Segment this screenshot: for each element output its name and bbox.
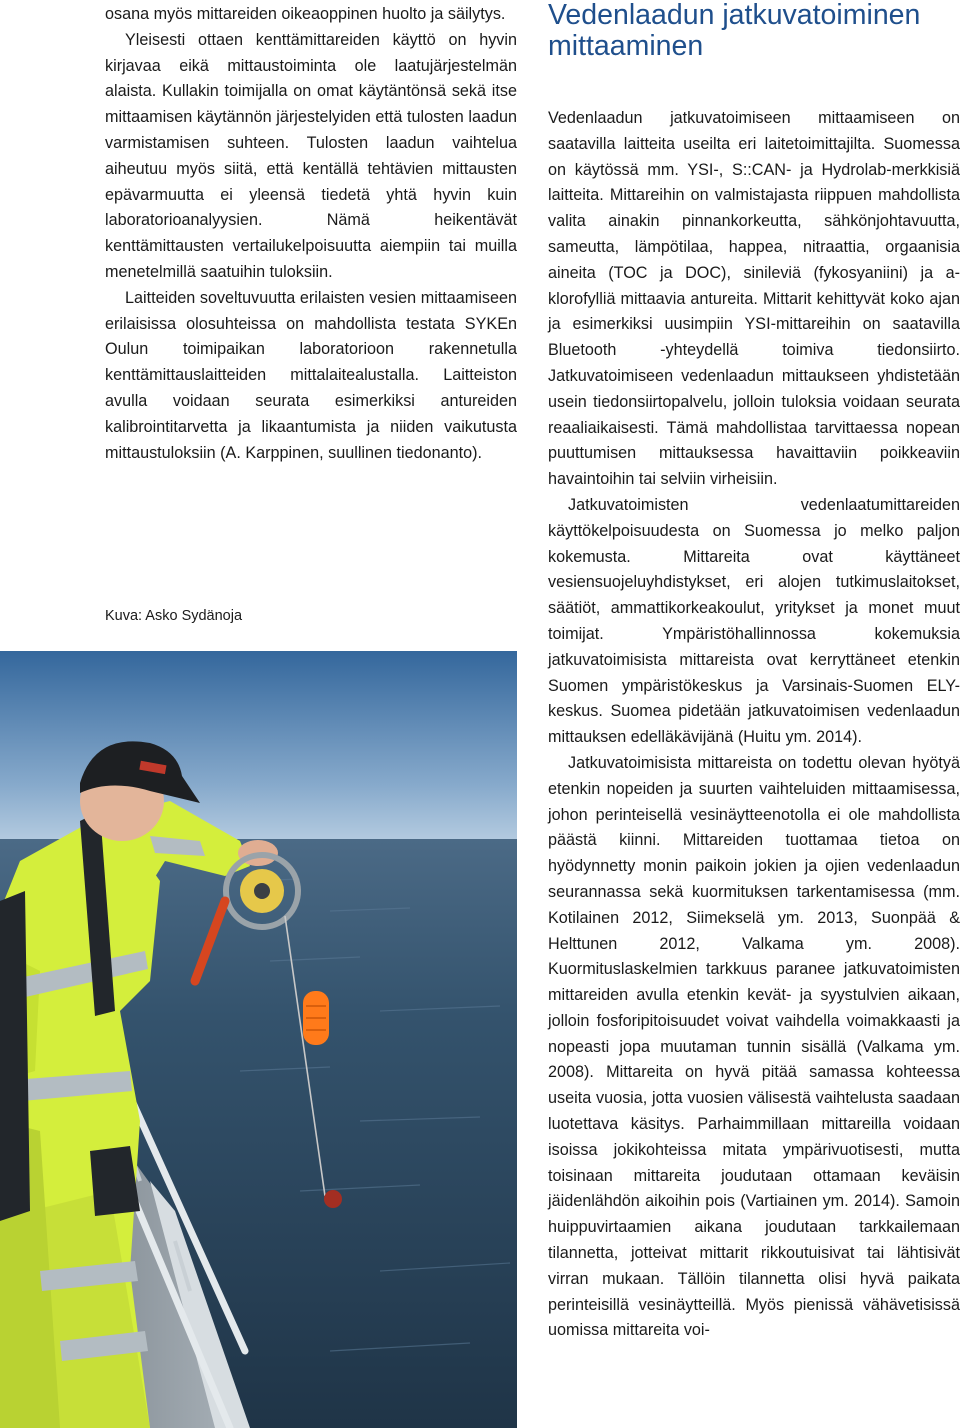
paragraph: Vedenlaadun jatkuvatoimiseen mittaamiseen on saatavilla laitteita useilta eri laitetoimittajilta. Suomessa on käytössä mm. YSI-, S::CAN- ja Hydrolab-merkkisiä laitteita. Mittareihin on valmistajasta riippuen mahdollista valita ainakin pinnankorkeutta, sähkönjohtavuutta, sameutta, lämpötilaa, happea, nitraattia, orgaanisia aineita (TOC ja DOC), sinileviä (fykosyaniini) ja a-klorofylliä mittaavia antureita. Mittarit kehittyvät koko ajan ja esimerkiksi uusimpiin YSI-mittareihin on saatavilla Bluetooth -yhteydellä toimiva tiedonsiirto. Jatkuvatoimiseen vedenlaadun mittaukseen yhdistetään usein tiedonsiirtopalvelu, jolloin tuloksia voidaan seurata reaaliaikaisesti. Tämä mahdollistaa tarvittaessa nopean puuttumisen mittauksessa havaittaviin poikkeaviin havaintoihin tai selviin virheisiin. bbox=[548, 109, 960, 489]
section-heading: Vedenlaadun jatkuvatoiminen mittaaminen bbox=[548, 0, 921, 62]
paragraph: Jatkuvatoimisista mittareista on todettu olevan hyötyä etenkin nopeiden ja suurten vaihteluiden mittaamisessa, johon perinteisellä vesinäytteenotolla ei ole mahdollista päästä kiinni. Mittareiden tuottamaa tietoa on hyödynnetty monin paikoin jokien ja ojien vedenlaadun seurannassa sekä kuormituksen tarkentamisessa (mm. Kotilainen 2012, Siimekselä ym. 2013, Suonpää & Helttunen 2012, Valkama ym. 2008). Kuormituslaskelmien tarkkuus paranee jatkuvatoimisten mittareiden avulla etenkin kevät- ja syystulvien aikaan, jolloin fosforipitoisuudet voivat vaihdella voimakkaasti ja nopeasti jopa muutaman tunnin sisällä (Valkama ym. 2008). Mittareita on hyvä pitää samassa kohteessa useita vuosia, jotta vuosien välisestä vaihtelusta saadaan luotettava käsitys. Parhaimmillaan mittareilla voidaan isoissa jokikohteissa mitata ympärivuotisesti, mutta toisinaan mittareita joudutaan ottamaan keväisin jäidenlähdön aikoihin pois (Vartiainen ym. 2014). Samoin huippuvirtaamien aikana joudutaan tarkkailemaan tilannetta, jotteivat mittarit rikkoutuisivat tai lähtisivät virran mukaan. Tällöin tilannetta olisi hyvä paikata perinteisillä vesinäytteillä. Myös pienissä vähävetisissä uomissa mittareita voi- bbox=[548, 753, 960, 1340]
paragraph: Yleisesti ottaen kenttämittareiden käyttö on hyvin kirjavaa eikä mittaustoiminta ole laatujärjestelmän alaista. Kullakin toimijalla on omat käytäntönsä sekä itse mittaamisen käytännön järjestelyiden että tulosten laadun varmistamisen suhteen. Tulosten laadun vaihtelua aiheutuu myös siitä, että kentällä tehtävien mittausten epävarmuutta ei yleensä tiedetä yhtä hyvin kuin laboratorioanalyysien. Nämä heikentävät kenttämittausten vertailukelpoisuutta aiempiin tai muilla menetelmillä saatuihin tuloksiin. bbox=[105, 30, 517, 281]
right-text-column bbox=[548, 0, 960, 1344]
paragraph: Jatkuvatoimisten vedenlaatumittareiden käyttökelpoisuudesta on Suomessa jo melko paljon kokemusta. Mittareita ovat käyttäneet vesiensuojeluyhdistykset, eri alojen tutkimuslaitokset, säätiöt, ammattikorkeakoulut, yritykset ja monet muut toimijat. Ympäristöhallinnossa kokemuksia jatkuvatoimisista mittareista ovat kerryttäneet etenkin Suomen ympäristökeskus ja Varsinais-Suomen ELY-keskus. Suomea pidetään jatkuvatoimisen vedenlaadun mittauksen edelläkävijänä (Huitu ym. 2014). bbox=[548, 495, 960, 747]
paragraph: Laitteiden soveltuvuutta erilaisten vesien mittaamiseen erilaisissa olosuhteissa on mahdollista testata SYKEn Oulun toimipaikan laboratorioon rakennetulla kenttämittauslaitteiden mittalaitealustalla. Laitteiston avulla voidaan seurata esimerkiksi antureiden kalibrointitarvetta ja likaantumista ja niiden vaikutusta mittaustuloksiin (A. Karppinen, suullinen tiedonanto). bbox=[105, 288, 517, 462]
photo-water-sampling bbox=[0, 651, 517, 1428]
photo-credit: Kuva: Asko Sydänoja bbox=[105, 608, 243, 624]
left-text-column bbox=[105, 2, 517, 466]
paragraph: osana myös mittareiden oikeaoppinen huolto ja säilytys. bbox=[105, 5, 506, 23]
